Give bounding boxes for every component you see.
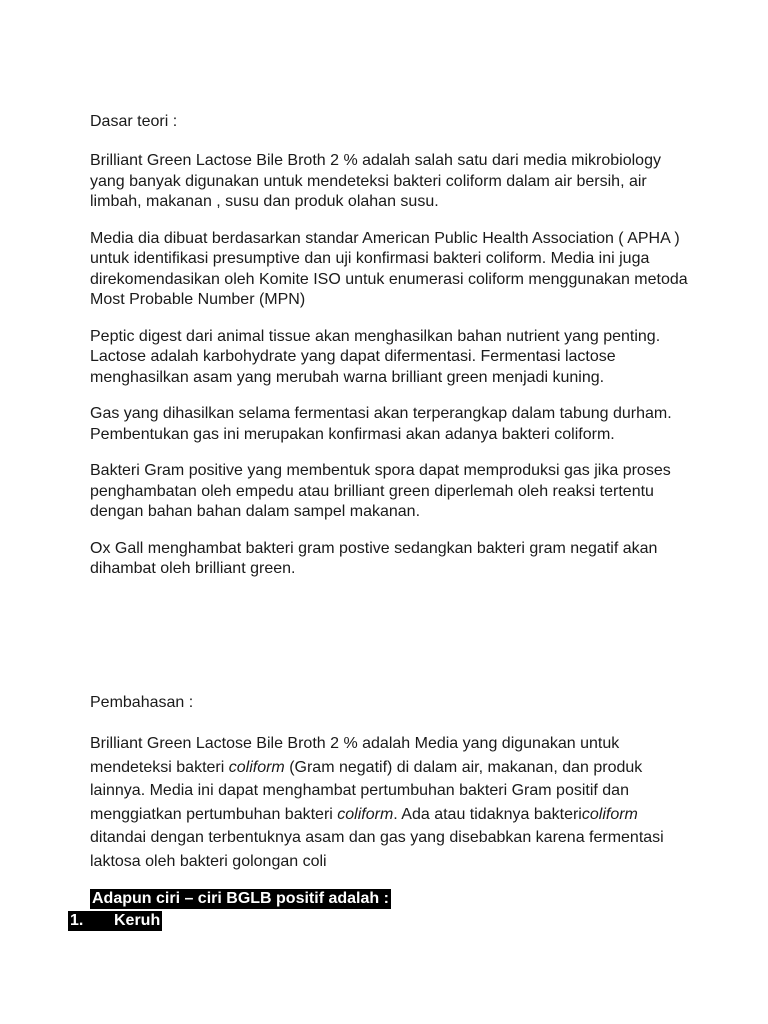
paragraph: Peptic digest dari animal tissue akan menghasilkan bahan nutrient yang penting. Lactose adalah karbohydrate yang dapat difermentasi. Fermentasi lactose menghasilkan asam yang merubah warna brilliant green menjadi kuning.	[90, 327, 661, 386]
paragraph: Media dia dibuat berdasarkan standar American Public Health Association ( APHA ) untuk identifikasi presumptive dan uji konfirmasi bakteri coliform. Media ini juga direkomendasikan oleh Komite ISO untuk enumerasi coliform menggunakan metoda Most Probable Number (MPN)	[90, 229, 688, 308]
paragraph: Bakteri Gram positive yang membentuk spora dapat memproduksi gas jika proses penghambatan oleh empedu atau brilliant green diperlemah oleh reaksi tertentu dengan bahan bahan dalam sampel makanan.	[90, 462, 671, 520]
italic-term: coliform	[581, 805, 638, 823]
pembahasan-paragraph	[90, 732, 690, 873]
text-run: ditandai dengan terbentuknya asam dan gas yang disebabkan karena fermentasi laktosa oleh bakteri golongan coli	[90, 829, 664, 870]
pembahasan-section	[90, 693, 690, 873]
list-number: 1.	[70, 912, 84, 929]
paragraph: Ox Gall menghambat bakteri gram postive sedangkan bakteri gram negatif akan dihambat oleh brilliant green.	[90, 539, 658, 577]
text-run: Brilliant Green Lactose Bile Broth 2 % adalah Media yang digunakan untuk mendeteksi bakteri	[90, 735, 620, 776]
list-item	[68, 911, 162, 931]
list-text: Keruh	[114, 912, 161, 929]
text-run: . Ada atau tidaknya bakteri	[393, 805, 582, 823]
italic-term: coliform	[228, 758, 285, 776]
italic-term: coliform	[337, 805, 394, 823]
paragraph: Gas yang dihasilkan selama fermentasi akan terperangkap dalam tabung durham. Pembentukan gas ini merupakan konfirmasi akan adanya bakteri coliform.	[90, 405, 672, 443]
dasar-teori-heading: Dasar teori :	[90, 113, 178, 130]
ciri-heading: Adapun ciri – ciri BGLB positif adalah :	[92, 890, 389, 907]
pembahasan-heading: Pembahasan :	[90, 694, 194, 711]
dasar-teori-section	[90, 112, 690, 596]
text-run: (Gram negatif) di dalam air, makanan, dan produk lainnya. Media ini dapat menghambat pertumbuhan bakteri Gram positif dan menggiatkan pertumbuhan bakteri	[90, 758, 643, 823]
paragraph: Brilliant Green Lactose Bile Broth 2 % adalah salah satu dari media mikrobiology yang banyak digunakan untuk mendeteksi bakteri coliform dalam air bersih, air limbah, makanan , susu dan produk olahan susu.	[90, 152, 661, 210]
